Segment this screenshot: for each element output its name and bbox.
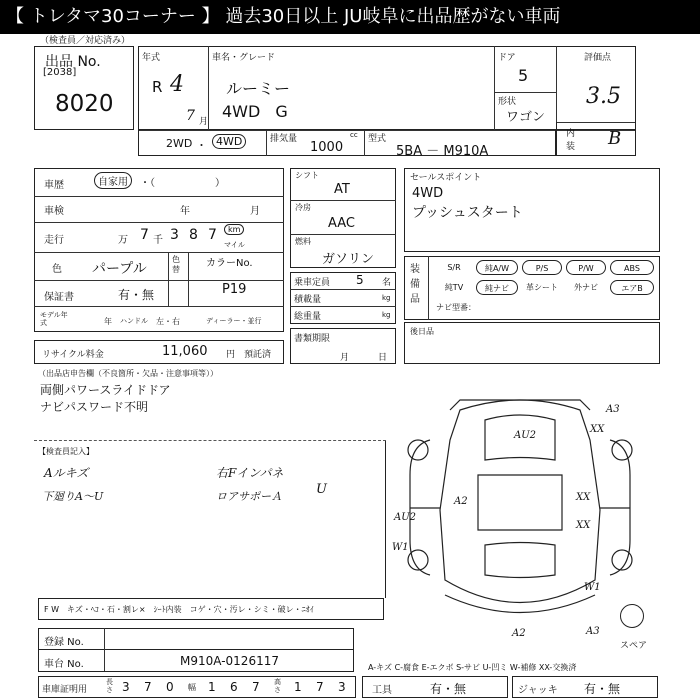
mark-8: W1	[392, 542, 409, 553]
interior-value: B	[608, 128, 622, 149]
dim-hei-1: 1	[294, 680, 302, 694]
body-label: 形状	[498, 97, 517, 107]
mileage-man: 万	[118, 235, 128, 246]
mark-9: W1	[584, 582, 601, 593]
mileage-digit-1: 7	[140, 227, 149, 243]
fuel-value: ガソリン	[322, 252, 375, 267]
gross-label: 総重量	[294, 312, 322, 322]
lot-number: 8020	[55, 91, 114, 117]
aircon-label: 冷房	[295, 203, 311, 212]
inspection-year-unit: 年	[180, 206, 190, 217]
tools-value: 有・無	[430, 682, 467, 696]
color-code-label: カラーNo.	[206, 258, 253, 269]
drive-4wd: 4WD	[212, 134, 246, 149]
mileage-digit-4: 7	[208, 227, 217, 243]
history-value: 自家用	[94, 172, 132, 189]
chassis-value: M910A-0126117	[180, 654, 279, 668]
mark-5: XX	[576, 492, 591, 503]
history-rest: ・（ ）	[140, 178, 225, 189]
year-era: R	[152, 78, 163, 96]
model-grade: 4WD G	[222, 102, 288, 121]
inspector-item-1: Aルキズ	[44, 466, 89, 480]
equip-airbag: エアB	[610, 280, 654, 295]
recycle-label: リサイクル料金	[42, 350, 104, 360]
inspection-month-unit: 月	[250, 206, 260, 217]
lot-code: [2038]	[43, 67, 77, 78]
mark-6: XX	[576, 520, 591, 531]
banner: 【 トレタマ30コーナー 】 過去30日以上 JU岐阜に出品歴がない車両	[0, 0, 700, 34]
mark-3: AU2	[514, 430, 537, 441]
inspector-item-3: 右Fインパネ	[216, 466, 284, 480]
notes-line1: 両側パワースライドドア	[40, 383, 171, 397]
equip-power-steering: P/S	[522, 260, 562, 275]
mark-4: A2	[454, 496, 468, 507]
recycle-note: 預託済	[244, 350, 272, 360]
capacity-label: 乗車定員	[294, 278, 331, 288]
lot-box	[34, 46, 134, 130]
model-label: 車名・グレード	[212, 53, 276, 63]
spare-label: スペア	[620, 641, 648, 651]
jack-label: ジャッキ	[518, 685, 558, 696]
shift-value: AT	[334, 182, 350, 197]
body-value: ワゴン	[506, 110, 546, 125]
dim-wid-1: 1	[208, 680, 216, 694]
equip-navi: 純ナビ	[476, 280, 518, 295]
dim-len-3: 0	[166, 680, 174, 694]
gross-unit: kg	[382, 311, 391, 319]
score-value: 3.5	[586, 84, 621, 109]
registration-label: 登録 No.	[44, 637, 84, 648]
tools-label: 工具	[372, 685, 392, 696]
model-name: ルーミー	[226, 79, 291, 98]
interior-box	[556, 122, 636, 156]
model-year-label: モデル年式	[40, 311, 68, 327]
car-diagram	[390, 380, 650, 640]
year-month-unit: 月	[199, 117, 209, 127]
damage-legend: A-キズ C-腐食 E-エクボ S-サビ U-凹ミ W-補修 XX-交換済	[368, 663, 577, 672]
type-label: 型式	[368, 134, 387, 144]
equip-power-window: P/W	[566, 260, 606, 275]
inspection-label: 車検	[44, 206, 64, 217]
model-year-handle: ハンドル	[120, 317, 148, 325]
equipment-label: 装備品	[410, 264, 420, 305]
color-label: 色	[52, 264, 62, 275]
mark-7: AU2	[394, 512, 417, 523]
displacement-label: 排気量	[270, 134, 298, 144]
recycle-unit: 円	[226, 350, 236, 360]
fuel-label: 燃料	[295, 237, 311, 246]
dim-wid-label: 幅	[188, 683, 196, 692]
year-month: 7	[186, 108, 195, 124]
shift-label: シフト	[295, 171, 319, 180]
model-year-dealer: ディーラー・並行	[206, 317, 262, 325]
mileage-label: 走行	[44, 235, 64, 246]
mileage-digit-2: 3	[170, 227, 179, 243]
history-label: 車歴	[44, 180, 64, 191]
dimensions-label: 車庫証明用	[42, 685, 88, 695]
equip-sr: S/R	[447, 263, 461, 272]
sales-line2: プッシュスタート	[412, 205, 523, 221]
registration-box	[38, 628, 354, 650]
equip-tv: 純TV	[444, 283, 464, 292]
aircon-value: AAC	[328, 216, 355, 231]
detail-table	[34, 168, 284, 332]
equip-abs: ABS	[610, 260, 654, 275]
displacement-unit: cc	[350, 131, 358, 139]
interior-label: 内装	[566, 129, 576, 152]
warranty-label: 保証書	[44, 292, 74, 303]
after-box	[404, 322, 660, 364]
inspector-item-4: ロアサポーＡ	[216, 490, 282, 503]
docs-label: 書類期限	[294, 334, 331, 344]
score-label: 評価点	[584, 53, 612, 63]
inspector-label: 【検査員記入】	[38, 447, 94, 456]
mark-2: XX	[590, 424, 605, 435]
dim-len-1: 3	[122, 680, 130, 694]
year-value: 4	[170, 72, 184, 97]
equip-leather-seat: 革シート	[526, 283, 558, 292]
equip-alloy-wheel: 純A/W	[476, 260, 518, 275]
mark-1: A3	[606, 404, 620, 415]
dim-hei-3: 3	[338, 680, 346, 694]
capacity-value: 5	[356, 273, 364, 287]
spare-tire-icon	[620, 604, 644, 628]
dim-hei-2: 7	[316, 680, 324, 694]
sales-label: セールスポイント	[410, 173, 482, 183]
recycle-value: 11,060	[162, 344, 208, 359]
navi-model-label: ナビ型番：	[436, 303, 476, 312]
lot-label: 出品 No.	[45, 54, 101, 70]
drive-sep: ・	[196, 139, 207, 152]
notes-label: （出品店申告欄（不良箇所・欠品・注意事項等））	[38, 369, 218, 378]
docs-day: 日	[378, 353, 388, 363]
warranty-value: 有・無	[118, 288, 155, 302]
mark-10: A2	[512, 628, 526, 639]
mileage-digit-3: 8	[189, 227, 198, 243]
top-note: （検査員／対応済み）	[40, 36, 131, 46]
year-label: 年式	[142, 53, 161, 63]
load-label: 積載量	[294, 295, 322, 305]
mark-11: A3	[586, 626, 600, 637]
dim-len-2: 7	[144, 680, 152, 694]
color-value: パープル	[92, 261, 147, 277]
sales-line1: 4WD	[412, 186, 444, 201]
doors-label: ドア	[498, 53, 516, 63]
type-value: 5BA － M910A	[396, 144, 489, 159]
docs-month: 月	[340, 353, 350, 363]
model-year-side: 左・右	[156, 317, 180, 326]
mileage-unit-km: km	[224, 224, 244, 235]
after-label: 後日品	[410, 327, 434, 336]
equip-aftermarket-navi: 外ナビ	[574, 283, 598, 292]
color-change-label: 色替	[172, 255, 180, 274]
displacement-value: 1000	[310, 140, 344, 155]
dim-wid-3: 7	[252, 680, 260, 694]
chassis-label: 車台 No.	[44, 659, 84, 670]
inspector-item-2: 下廻りA～U	[42, 490, 104, 503]
color-code-value: P19	[222, 282, 247, 297]
mileage-unit-mile: マイル	[224, 241, 245, 249]
dim-wid-2: 6	[230, 680, 238, 694]
inspector-item-5: U	[316, 482, 327, 497]
jack-value: 有・無	[584, 682, 621, 696]
model-year-year: 年	[104, 317, 112, 326]
dim-len-label: 長さ	[106, 678, 113, 694]
doors-value: 5	[518, 66, 529, 85]
mileage-sen: 千	[153, 235, 163, 246]
notes-line2: ナビパスワード不明	[40, 400, 149, 414]
legend-strip-text: F W キズ・ﾍｺ・石・割レ× ｼｰﾄ内装 コゲ・穴・汚レ・シミ・破レ・ﾆｵｲ	[44, 605, 314, 614]
dim-hei-label: 高さ	[274, 678, 281, 694]
load-unit: kg	[382, 294, 391, 302]
capacity-unit: 名	[382, 278, 392, 288]
drive-2wd: 2WD	[166, 137, 193, 150]
